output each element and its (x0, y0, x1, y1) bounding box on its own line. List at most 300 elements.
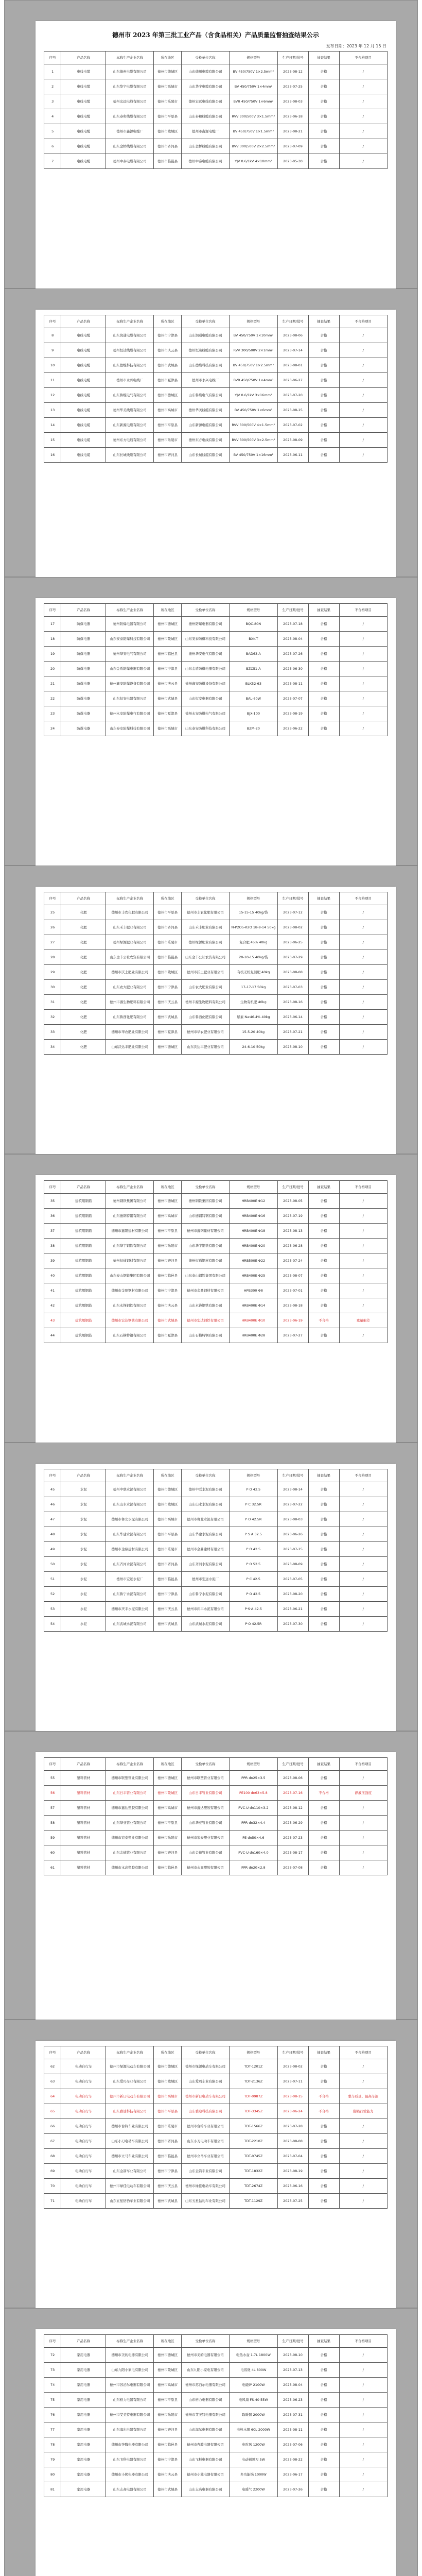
cell-region: 德州市齐河县 (154, 139, 181, 154)
cell-model: 多功能锅 1000W (230, 2467, 277, 2482)
cell-seller: 山东九阳小家电有限公司 (181, 2363, 229, 2378)
table-row (44, 403, 388, 418)
column-header: 规格型号 (230, 2046, 277, 2059)
column-header: 规格型号 (230, 52, 277, 64)
cell-maker: 山东华亚管业有限公司 (106, 1816, 154, 1831)
cell-maker: 山东德州电缆有限公司 (106, 64, 154, 79)
cell-date: 2023-07-05 (277, 1572, 308, 1587)
table-row (44, 2134, 388, 2149)
cell-seller: 德州宏远电线有限公司 (181, 94, 229, 109)
cell-unq: / (339, 2348, 387, 2363)
cell-region: 德州市禹城市 (154, 2378, 181, 2393)
result-table (44, 1469, 388, 1632)
cell-product: 电线电缆 (61, 94, 106, 109)
cell-seller: 德州华安电气有限公司 (181, 647, 229, 662)
cell-seq: 49 (44, 1542, 61, 1557)
cell-date: 2023-08-20 (277, 1587, 308, 1602)
cell-unq: / (339, 2059, 387, 2074)
cell-result: 合格 (308, 1497, 339, 1512)
cell-model: RVV 300/500V 3×1.5mm² (230, 109, 277, 124)
cell-maker: 德州华美线缆有限公司 (106, 403, 154, 418)
cell-region: 德州市德城区 (154, 2059, 181, 2074)
cell-seq: 40 (44, 1268, 61, 1283)
cell-unq: / (339, 2164, 387, 2179)
cell-model: HRB400E Φ28 (230, 1328, 277, 1343)
cell-date: 2023-06-29 (277, 1816, 308, 1831)
table-row (44, 2393, 388, 2408)
result-table (44, 892, 388, 1055)
table-row (44, 2089, 388, 2104)
cell-model: BVV 300/500V 3×2.5mm² (230, 433, 277, 448)
cell-region: 德州市平原县 (154, 2393, 181, 2408)
cell-region: 德州市德城区 (154, 64, 181, 79)
cell-region: 德州市夏津县 (154, 706, 181, 721)
cell-date: 2023-08-21 (277, 124, 308, 139)
cell-unq: / (339, 1587, 387, 1602)
table-row (44, 2194, 388, 2209)
cell-region: 德州市夏津县 (154, 1025, 181, 1040)
cell-result: 合格 (308, 2179, 339, 2194)
cell-unq: / (339, 79, 387, 94)
cell-date: 2023-06-25 (277, 935, 308, 950)
cell-product: 塑料管材 (61, 1801, 106, 1816)
cell-maker: 山东雅迪科技有限公司 (106, 2104, 154, 2119)
cell-region: 德州市庆云县 (154, 2467, 181, 2482)
cell-seq: 31 (44, 995, 61, 1010)
cell-product: 水泥 (61, 1482, 106, 1497)
document-page (36, 2329, 396, 2576)
cell-maker: 山东武城水泥有限公司 (106, 1617, 154, 1632)
cell-date: 2023-07-04 (277, 2149, 308, 2164)
cell-seller: 德州市金鼎钢材有限公司 (181, 1283, 229, 1298)
column-header: 抽查结果 (308, 2335, 339, 2348)
cell-unq: / (339, 403, 387, 418)
cell-unq: / (339, 139, 387, 154)
cell-result: 合格 (308, 2149, 339, 2164)
cell-maker: 德州市奔腾电器有限公司 (106, 2437, 154, 2452)
cell-unq: / (339, 2452, 387, 2467)
result-table (44, 51, 388, 169)
table-row (44, 433, 388, 448)
cell-date: 2023-08-10 (277, 1040, 308, 1055)
cell-result: 合格 (308, 965, 339, 980)
cell-unq: / (339, 662, 387, 676)
column-header: 产品名称 (61, 892, 106, 905)
cell-seq: 56 (44, 1786, 61, 1801)
cell-region: 德州市临邑县 (154, 154, 181, 169)
cell-date: 2023-08-06 (277, 1771, 308, 1786)
cell-region: 德州市乐陵市 (154, 1542, 181, 1557)
table-row (44, 647, 388, 662)
cell-maker: 山东九阳小家电有限公司 (106, 2363, 154, 2378)
cell-model: YJV 0.6/1kV 3×16mm² (230, 388, 277, 403)
cell-date: 2023-07-18 (277, 617, 308, 632)
cell-result: 合格 (308, 691, 339, 706)
cell-result: 合格 (308, 1845, 339, 1860)
cell-date: 2023-08-02 (277, 920, 308, 935)
cell-product: 电线电缆 (61, 154, 106, 169)
cell-seller: 德州市华农肥业有限公司 (181, 1025, 229, 1040)
cell-seller: 德州市庆丰水泥有限公司 (181, 1602, 229, 1617)
cell-date: 2023-07-15 (277, 1542, 308, 1557)
cell-unq: / (339, 1482, 387, 1497)
column-header: 受检单位名称 (181, 1181, 229, 1194)
cell-date: 2023-08-11 (277, 676, 308, 691)
cell-seq: 48 (44, 1527, 61, 1542)
cell-seller: 德州市永高塑胶有限公司 (181, 1860, 229, 1875)
cell-region: 德州市平原县 (154, 109, 181, 124)
cell-date: 2023-07-25 (277, 79, 308, 94)
column-header: 不合格项目 (339, 1758, 387, 1771)
cell-maker: 山东日丰管业有限公司 (106, 1786, 154, 1801)
cell-maker: 山东沃达丰肥业有限公司 (106, 1040, 154, 1055)
cell-maker: 山东金德管业有限公司 (106, 1845, 154, 1860)
cell-seq: 74 (44, 2378, 61, 2393)
publish-date: 发布日期：2023 年 12 月 15 日 (326, 44, 386, 48)
column-header: 标称生产企业名称 (106, 604, 154, 617)
table-row (44, 2437, 388, 2452)
column-header: 标称生产企业名称 (106, 1181, 154, 1194)
cell-date: 2023-08-02 (277, 2059, 308, 2074)
cell-date: 2023-08-03 (277, 94, 308, 109)
cell-date: 2023-07-24 (277, 1253, 308, 1268)
table-row (44, 124, 388, 139)
cell-date: 2023-06-11 (277, 448, 308, 463)
cell-unq: / (339, 2194, 387, 2209)
cell-model: PE100 dn63×5.8 (230, 1786, 277, 1801)
table-row (44, 995, 388, 1010)
cell-model: P·O 42.5 (230, 1587, 277, 1602)
page-sheet (4, 1731, 418, 2020)
cell-unq: / (339, 1298, 387, 1313)
cell-result: 合格 (308, 1298, 339, 1313)
cell-seller: 德州市联塑管业有限公司 (181, 1771, 229, 1786)
cell-product: 化肥 (61, 1025, 106, 1040)
cell-result: 合格 (308, 2422, 339, 2437)
cell-result: 不合格 (308, 2104, 339, 2119)
cell-date: 2023-06-14 (277, 1010, 308, 1025)
column-header: 不合格项目 (339, 315, 387, 328)
cell-maker: 德州市绿源电动车有限公司 (106, 2059, 154, 2074)
cell-seller: 山东志高电器有限公司 (181, 2482, 229, 2497)
column-header: 序号 (44, 315, 61, 328)
cell-result: 合格 (308, 2437, 339, 2452)
column-header: 标称生产企业名称 (106, 1469, 154, 1482)
cell-unq: / (339, 154, 387, 169)
cell-result: 合格 (308, 2059, 339, 2074)
cell-maker: 山东石横特钢有限公司 (106, 1328, 154, 1343)
cell-maker: 德州市鑫源电缆厂 (106, 124, 154, 139)
cell-seq: 69 (44, 2164, 61, 2179)
cell-product: 塑料管材 (61, 1860, 106, 1875)
column-header: 不合格项目 (339, 892, 387, 905)
cell-region: 德州市武城县 (154, 358, 181, 373)
cell-seller: 山东小刀电动车有限公司 (181, 2134, 229, 2149)
cell-product: 家用电器 (61, 2378, 106, 2393)
cell-model: 电暖气 2200W (230, 2482, 277, 2497)
cell-result: 合格 (308, 617, 339, 632)
cell-unq: / (339, 1040, 387, 1055)
cell-seq: 58 (44, 1816, 61, 1831)
column-header: 受检单位名称 (181, 1469, 229, 1482)
cell-model: 17-17-17 50kg (230, 980, 277, 995)
cell-seq: 14 (44, 418, 61, 433)
table-row (44, 920, 388, 935)
cell-maker: 山东金盾防爆电器有限公司 (106, 662, 154, 676)
cell-maker: 德州市鑫钢建材有限公司 (106, 1224, 154, 1239)
cell-product: 水泥 (61, 1602, 106, 1617)
cell-region: 德州市临邑县 (154, 647, 181, 662)
cell-unq: / (339, 950, 387, 965)
cell-unq: / (339, 2119, 387, 2134)
cell-result: 合格 (308, 706, 339, 721)
cell-seller: 德州市宏泰塑业有限公司 (181, 1831, 229, 1845)
table-row (44, 1572, 388, 1587)
cell-result: 合格 (308, 124, 339, 139)
table-row (44, 2059, 388, 2074)
cell-maker: 山东金桥线缆有限公司 (106, 139, 154, 154)
column-header: 规格型号 (230, 2335, 277, 2348)
cell-seller: 山东德缆科技有限公司 (181, 358, 229, 373)
cell-seq: 24 (44, 721, 61, 736)
cell-seller: 山东五星钻豹车业有限公司 (181, 2194, 229, 2209)
cell-unq: / (339, 935, 387, 950)
cell-maker: 德州恒通钢材有限公司 (106, 1253, 154, 1268)
cell-seq: 17 (44, 617, 61, 632)
page-sheet (4, 289, 418, 577)
cell-unq: / (339, 1239, 387, 1253)
cell-result: 合格 (308, 1572, 339, 1587)
cell-date: 2023-08-08 (277, 965, 308, 980)
cell-region: 德州市宁津县 (154, 662, 181, 676)
cell-result: 合格 (308, 2119, 339, 2134)
cell-unq: / (339, 1617, 387, 1632)
cell-date: 2023-08-18 (277, 1298, 308, 1313)
cell-product: 电线电缆 (61, 64, 106, 79)
cell-seller: 德州市绿佳电动车有限公司 (181, 2179, 229, 2194)
cell-product: 电线电缆 (61, 418, 106, 433)
column-header: 序号 (44, 2335, 61, 2348)
cell-unq: / (339, 1512, 387, 1527)
cell-product: 化肥 (61, 920, 106, 935)
table-row (44, 94, 388, 109)
cell-model: PPR dn25×3.5 (230, 1771, 277, 1786)
cell-maker: 山东恒安电器有限公司 (106, 691, 154, 706)
table-row (44, 950, 388, 965)
cell-result: 合格 (308, 1194, 339, 1209)
column-header: 生产日期/批号 (277, 2046, 308, 2059)
cell-date: 2023-07-14 (277, 343, 308, 358)
table-header-row (44, 2046, 388, 2059)
column-header: 所在地区 (154, 2335, 181, 2348)
cell-maker: 德州市鲁北水泥有限公司 (106, 1512, 154, 1527)
cell-maker: 德州市美的电器有限公司 (106, 2348, 154, 2363)
column-header: 规格型号 (230, 1469, 277, 1482)
cell-unq: / (339, 343, 387, 358)
cell-model: TDT-1566Z (230, 2119, 277, 2134)
table-header-row (44, 1758, 388, 1771)
cell-seller: 山东安泰防爆科技有限公司 (181, 632, 229, 647)
cell-maker: 德州鑫安防爆设备有限公司 (106, 676, 154, 691)
cell-seller: 德州市台铃车业有限公司 (181, 2119, 229, 2134)
cell-unq: / (339, 1557, 387, 1572)
cell-result: 合格 (308, 403, 339, 418)
cell-result: 合格 (308, 1816, 339, 1831)
cell-date: 2023-06-23 (277, 2393, 308, 2408)
cell-seq: 23 (44, 706, 61, 721)
table-row (44, 965, 388, 980)
cell-seq: 60 (44, 1845, 61, 1860)
cell-seller: 山东德钢特钢有限公司 (181, 1209, 229, 1224)
cell-result: 合格 (308, 358, 339, 373)
cell-region: 德州市庆云县 (154, 1298, 181, 1313)
cell-product: 塑料管材 (61, 1831, 106, 1845)
cell-unq: / (339, 1268, 387, 1283)
cell-seq: 45 (44, 1482, 61, 1497)
cell-model: TDT-2674Z (230, 2179, 277, 2194)
cell-seller: 德州市小熊电器有限公司 (181, 2467, 229, 2482)
cell-maker: 德州市立马车业有限公司 (106, 2149, 154, 2164)
cell-seller: 德州市丰农化肥有限公司 (181, 905, 229, 920)
cell-product: 电动自行车 (61, 2164, 106, 2179)
page-sheet (4, 866, 418, 1154)
table-row (44, 1268, 388, 1283)
cell-seq: 10 (44, 358, 61, 373)
cell-seller: 德州丰源生物肥料有限公司 (181, 995, 229, 1010)
cell-maker: 山东五星钻豹车业有限公司 (106, 2194, 154, 2209)
cell-region: 德州市陵城区 (154, 2074, 181, 2089)
cell-date: 2023-05-30 (277, 154, 308, 169)
cell-unq: / (339, 676, 387, 691)
cell-model: BV 450/750V 1×10mm² (230, 328, 277, 343)
cell-result: 不合格 (308, 1313, 339, 1328)
cell-seller: 山东泰安防爆科技有限公司 (181, 721, 229, 736)
cell-model: P·O 42.5R (230, 1617, 277, 1632)
cell-model: 20-10-15 40kg/袋 (230, 950, 277, 965)
cell-product: 建筑用钢筋 (61, 1328, 106, 1343)
cell-seller: 山东华宇钢铁有限公司 (181, 1239, 229, 1253)
cell-seq: 51 (44, 1572, 61, 1587)
table-row (44, 1602, 388, 1617)
cell-product: 电动自行车 (61, 2134, 106, 2149)
table-header-row (44, 52, 388, 64)
cell-model: HRB400E Φ14 (230, 1298, 277, 1313)
cell-model: HRB400E Φ25 (230, 1268, 277, 1283)
cell-product: 化肥 (61, 950, 106, 965)
cell-date: 2023-07-23 (277, 1831, 308, 1845)
cell-result: 合格 (308, 154, 339, 169)
table-row (44, 2482, 388, 2497)
column-header: 产品名称 (61, 2335, 106, 2348)
column-header: 所在地区 (154, 315, 181, 328)
cell-maker: 山东永锋钢铁有限公司 (106, 1298, 154, 1313)
cell-seq: 54 (44, 1617, 61, 1632)
cell-maker: 山东齐河水泥有限公司 (106, 1557, 154, 1572)
cell-region: 德州市夏津县 (154, 373, 181, 388)
cell-unq: / (339, 1224, 387, 1239)
cell-seq: 65 (44, 2104, 61, 2119)
document-page (36, 2041, 396, 2309)
column-header: 序号 (44, 1758, 61, 1771)
cell-seq: 12 (44, 388, 61, 403)
cell-model: BZC51-A (230, 662, 277, 676)
column-header: 抽查结果 (308, 604, 339, 617)
cell-seller: 山东齐河水泥有限公司 (181, 1557, 229, 1572)
column-header: 序号 (44, 604, 61, 617)
cell-seq: 36 (44, 1209, 61, 1224)
cell-product: 防爆电器 (61, 691, 106, 706)
cell-seq: 66 (44, 2119, 61, 2134)
cell-region: 德州市齐河县 (154, 1845, 181, 1860)
cell-model: PVC-U dn110×3.2 (230, 1801, 277, 1816)
cell-unq: / (339, 94, 387, 109)
table-header-row (44, 2335, 388, 2348)
column-header: 标称生产企业名称 (106, 315, 154, 328)
cell-product: 化肥 (61, 905, 106, 920)
cell-result: 合格 (308, 905, 339, 920)
cell-unq: / (339, 920, 387, 935)
cell-product: 家用电器 (61, 2348, 106, 2363)
table-row (44, 1283, 388, 1298)
cell-region: 德州市宁津县 (154, 328, 181, 343)
cell-product: 电线电缆 (61, 358, 106, 373)
cell-date: 2023-08-15 (277, 2089, 308, 2104)
table-row (44, 1801, 388, 1816)
table-row (44, 64, 388, 79)
cell-unq: / (339, 2378, 387, 2393)
cell-maker: 德州市永高塑胶有限公司 (106, 1860, 154, 1875)
cell-region: 德州市德城区 (154, 617, 181, 632)
cell-maker: 山东金丰公社农资有限公司 (106, 950, 154, 965)
column-header: 生产日期/批号 (277, 2335, 308, 2348)
cell-unq: / (339, 2149, 387, 2164)
cell-date: 2023-07-19 (277, 1209, 308, 1224)
cell-seller: 山东飞科电器有限公司 (181, 2452, 229, 2467)
cell-date: 2023-07-25 (277, 2194, 308, 2209)
cell-region: 德州市平原县 (154, 1816, 181, 1831)
cell-maker: 山东华宇钢铁有限公司 (106, 1239, 154, 1253)
cell-result: 合格 (308, 2164, 339, 2179)
table-row (44, 721, 388, 736)
cell-seq: 7 (44, 154, 61, 169)
table-row (44, 139, 388, 154)
cell-seller: 山东华宇电缆有限公司 (181, 79, 229, 94)
column-header: 受检单位名称 (181, 52, 229, 64)
cell-product: 家用电器 (61, 2422, 106, 2437)
cell-region: 德州市临邑县 (154, 2149, 181, 2164)
cell-seq: 63 (44, 2074, 61, 2089)
table-row (44, 1512, 388, 1527)
column-header: 规格型号 (230, 604, 277, 617)
cell-maker: 德州市华农肥业有限公司 (106, 1025, 154, 1040)
cell-result: 合格 (308, 676, 339, 691)
table-row (44, 676, 388, 691)
cell-date: 2023-08-08 (277, 2134, 308, 2149)
column-header: 生产日期/批号 (277, 604, 308, 617)
cell-seller: 德州市奔腾电器有限公司 (181, 2437, 229, 2452)
cell-model: 复合肥 45% 40kg (230, 935, 277, 950)
table-row (44, 1771, 388, 1786)
cell-result: 合格 (308, 2363, 339, 2378)
cell-unq: / (339, 2482, 387, 2497)
cell-seq: 11 (44, 373, 61, 388)
cell-product: 建筑用钢筋 (61, 1239, 106, 1253)
cell-date: 2023-08-10 (277, 2348, 308, 2363)
table-row (44, 1617, 388, 1632)
cell-model: P·C 42.5 (230, 1572, 277, 1587)
column-header: 标称生产企业名称 (106, 52, 154, 64)
cell-date: 2023-08-12 (277, 1801, 308, 1816)
